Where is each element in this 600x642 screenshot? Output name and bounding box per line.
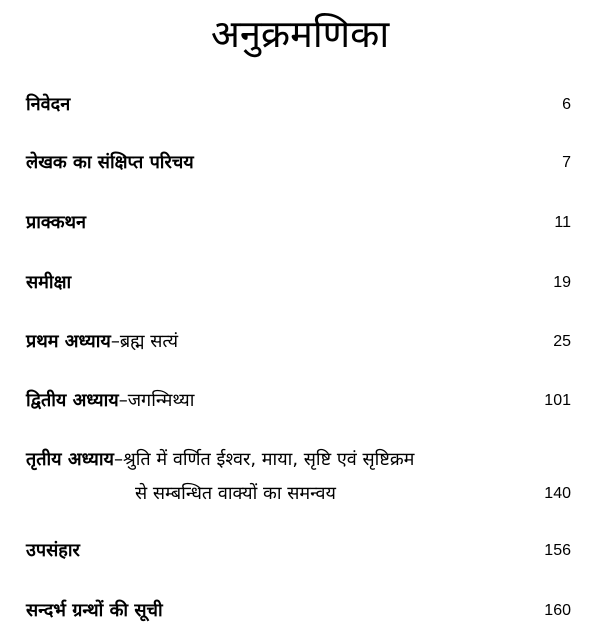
toc-entry-label: समीक्षा <box>26 272 72 293</box>
toc-entry-page: 160 <box>544 602 571 619</box>
toc-entry-label: द्वितीय अध्याय <box>26 390 119 411</box>
toc-entry-subtitle: –श्रुति में वर्णित ईश्वर, माया, सृष्टि एवं सृष्टिक्रम <box>113 449 415 470</box>
toc-entry-page: 156 <box>544 542 571 559</box>
toc-entry-label: प्राक्कथन <box>26 212 87 233</box>
toc-entry-label: उपसंहार <box>26 540 80 561</box>
toc-entry-subtitle: –जगन्मिथ्या <box>118 390 195 411</box>
toc-entry-subtitle-continued: से सम्बन्धित वाक्यों का समन्वय <box>135 483 336 504</box>
toc-entry-page: 6 <box>562 96 571 113</box>
toc-entry-label: निवेदन <box>26 94 71 115</box>
toc-entry-label: प्रथम अध्याय <box>26 331 111 352</box>
toc-entry-subtitle: –ब्रह्म सत्यं <box>110 331 179 352</box>
toc-entry-page: 11 <box>554 214 571 231</box>
toc-entry-page: 7 <box>562 154 571 171</box>
toc-entry-label: तृतीय अध्याय <box>26 449 114 470</box>
toc-entry-label: लेखक का संक्षिप्त परिचय <box>26 152 194 173</box>
toc-entry-page: 140 <box>544 485 571 502</box>
toc-entry-page: 25 <box>553 333 571 350</box>
toc-entry-page: 19 <box>553 274 571 291</box>
toc-entry-page: 101 <box>544 392 571 409</box>
toc-entry-label: सन्दर्भ ग्रन्थों की सूची <box>26 600 163 621</box>
page-title: अनुक्रमणिका <box>210 12 390 56</box>
